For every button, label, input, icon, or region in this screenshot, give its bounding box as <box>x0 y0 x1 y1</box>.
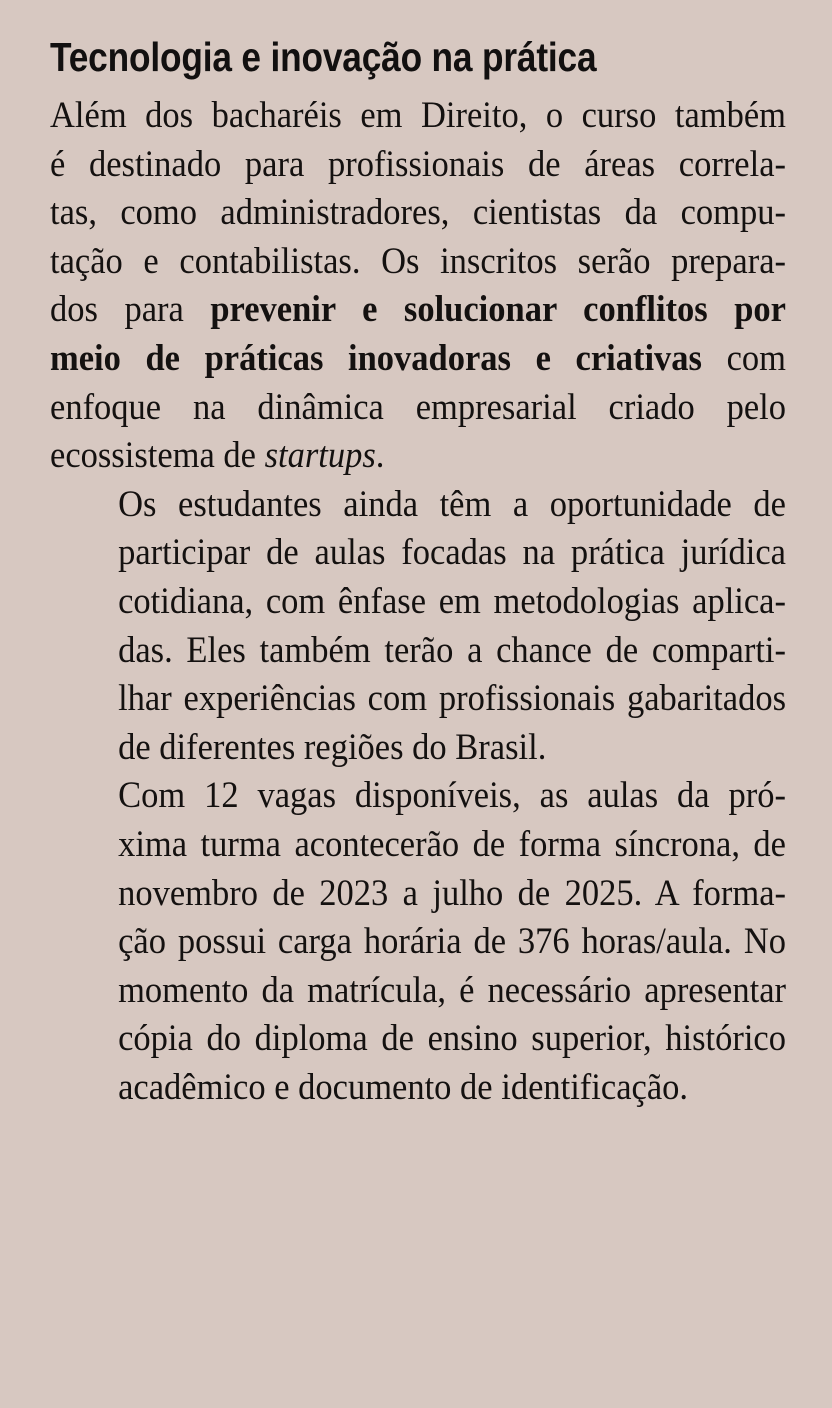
text-line <box>50 529 786 578</box>
text-line <box>50 432 786 481</box>
page-title: Tecnologia e inovação na prática <box>50 34 597 80</box>
text-line <box>50 92 786 141</box>
text-run-normal: . <box>375 435 385 477</box>
text-line <box>50 627 786 676</box>
paragraph-2 <box>50 481 786 773</box>
text-line <box>50 189 786 238</box>
text-run-normal: participar de aulas focadas na prática jurídica <box>118 532 786 574</box>
text-run-italic: startups <box>264 435 376 477</box>
text-run-normal: xima turma acontecerão de forma síncrona, de <box>118 823 786 865</box>
text-line <box>50 821 786 870</box>
text-run-normal: de diferentes regiões do Brasil. <box>118 726 547 768</box>
text-run-bold: prevenir e solucionar conflitos por <box>210 289 787 331</box>
text-run-normal: ecossistema de <box>50 435 265 477</box>
text-line <box>50 384 786 433</box>
text-run-normal: Com 12 vagas disponíveis, as aulas da pró- <box>118 775 786 817</box>
text-run-normal: cópia do diploma de ensino superior, histórico <box>118 1018 786 1060</box>
text-run-normal: é destinado para profissionais de áreas correla- <box>50 143 786 185</box>
text-line <box>50 481 786 530</box>
article-body <box>50 92 786 1112</box>
text-run-normal: tação e contabilistas. Os inscritos serão prepara- <box>50 240 786 282</box>
paragraph-1 <box>50 92 786 481</box>
text-run-normal: cotidiana, com ênfase em metodologias aplica- <box>118 580 786 622</box>
text-run-normal: dos para <box>50 289 211 331</box>
text-run-normal: Os estudantes ainda têm a oportunidade de <box>118 483 786 525</box>
text-line <box>50 335 786 384</box>
text-run-normal: ção possui carga horária de 376 horas/aula. No <box>118 921 786 963</box>
text-run-normal: enfoque na dinâmica empresarial criado pelo <box>50 386 786 428</box>
text-line <box>50 286 786 335</box>
text-line <box>50 967 786 1016</box>
text-line <box>50 918 786 967</box>
text-line <box>50 1015 786 1064</box>
text-line <box>50 578 786 627</box>
text-line <box>50 772 786 821</box>
text-run-normal: tas, como administradores, cientistas da compu- <box>50 192 786 234</box>
text-line <box>50 238 786 287</box>
text-run-normal: com <box>701 337 786 379</box>
text-line <box>50 141 786 190</box>
text-line <box>50 724 786 773</box>
text-run-bold: meio de práticas inovadoras e criativas <box>50 337 702 379</box>
text-run-normal: das. Eles também terão a chance de comparti- <box>118 629 786 671</box>
text-run-normal: momento da matrícula, é necessário apresentar <box>118 969 786 1011</box>
text-line <box>50 870 786 919</box>
text-run-normal: novembro de 2023 a julho de 2025. A forma- <box>118 872 786 914</box>
text-line <box>50 1064 786 1113</box>
text-run-normal: Além dos bacharéis em Direito, o curso também <box>50 95 786 136</box>
text-run-normal: lhar experiências com profissionais gabaritados <box>118 678 786 720</box>
text-run-normal: acadêmico e documento de identificação. <box>118 1066 689 1108</box>
text-line <box>50 675 786 724</box>
paragraph-3 <box>50 772 786 1112</box>
